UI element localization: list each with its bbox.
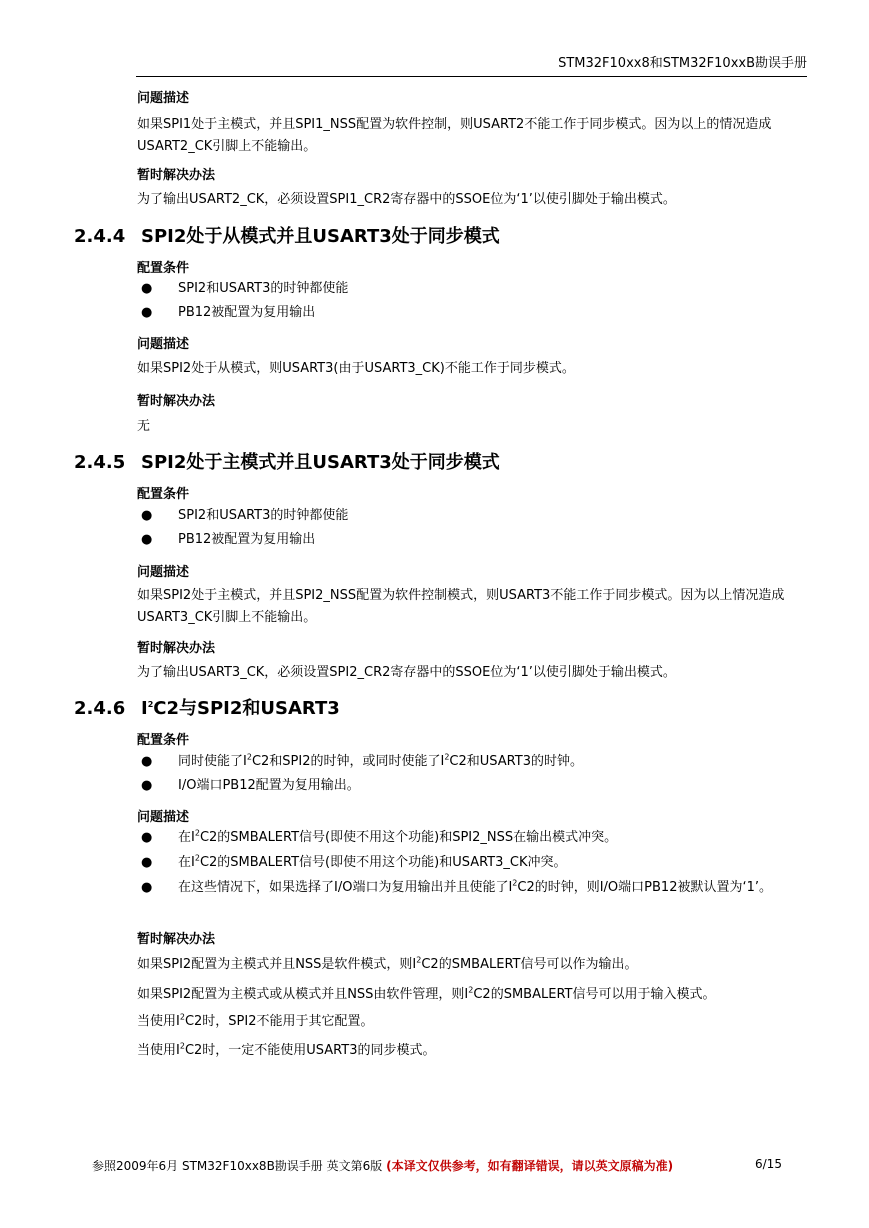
bullet-icon: ● (141, 281, 153, 296)
workaround-text: 无 (137, 419, 151, 434)
problem-label: 问题描述 (137, 91, 190, 106)
section-title: $I^2C2$与SPI2和USART3 (141, 698, 340, 719)
section-heading-2-4-6 (74, 694, 340, 720)
workaround-label: 暂时解决办法 (137, 394, 216, 409)
list-item-text: SPI2和USART3的时钟都使能 (178, 281, 349, 296)
list-item-text: SPI2和USART3的时钟都使能 (178, 508, 349, 523)
list-item (137, 751, 809, 772)
section-heading-2-4-5 (74, 448, 500, 474)
workaround-text: 当使用$I^2C2$时，SPI2不能用于其它配置。 (137, 1012, 374, 1029)
list-item-text: PB12被配置为复用输出 (178, 532, 316, 547)
list-item-text: I/O端口PB12配置为复用输出。 (178, 778, 360, 793)
workaround-text: 如果SPI2配置为主模式并且NSS是软件模式，则$I^2C2$的SMBALERT信号可以作为输出。 (137, 955, 638, 972)
list-item (137, 827, 809, 848)
list-item-text: 在$I^2C2$的SMBALERT信号(即使不用这个功能)和USART3_CK冲突。 (178, 853, 567, 870)
workaround-text: 当使用$I^2C2$时，一定不能使用USART3的同步模式。 (137, 1041, 436, 1058)
workaround-text: 为了输出USART2_CK，必须设置SPI1_CR2寄存器中的SSOE位为‘1’以使引脚处于输出模式。 (137, 192, 676, 207)
header-title: STM32F10xx8和STM32F10xxB勘误手册 (558, 56, 807, 71)
bullet-icon: ● (141, 830, 153, 845)
problem-label: 问题描述 (137, 810, 190, 825)
section-number: 2.4.4 (74, 226, 126, 247)
page-number: 6/15 (755, 1157, 782, 1171)
section-heading-2-4-4 (74, 222, 500, 248)
workaround-text: 如果SPI2配置为主模式或从模式并且NSS由软件管理，则$I^2C2$的SMBALERT信号可以用于输入模式。 (137, 985, 716, 1002)
problem-label: 问题描述 (137, 337, 190, 352)
bullet-icon: ● (141, 508, 153, 523)
list-item-text: 同时使能了$I^2C2$和SPI2的时钟，或同时使能了$I^2C2$和USART3的时钟。 (178, 752, 583, 769)
list-item-text: 在$I^2C2$的SMBALERT信号(即使不用这个功能)和SPI2_NSS在输出模式冲突。 (178, 828, 618, 845)
list-item-text: 在这些情况下，如果选择了I/O端口为复用输出并且使能了$I^2C2$的时钟，则I/O端口PB12被默认置为‘1’。 (178, 878, 773, 895)
page-footer (92, 1157, 792, 1174)
page-header (136, 54, 807, 77)
list-item-text: PB12被配置为复用输出 (178, 305, 316, 320)
problem-text: 如果SPI2处于主模式，并且SPI2_NSS配置为软件控制模式，则USART3不能工作于同步模式。因为以上情况造成USART3_CK引脚上不能输出。 (137, 588, 785, 625)
workaround-text: 为了输出USART3_CK，必须设置SPI2_CR2寄存器中的SSOE位为‘1’以使引脚处于输出模式。 (137, 665, 676, 680)
bullet-icon: ● (141, 305, 153, 320)
list-item (137, 302, 809, 323)
condition-label: 配置条件 (137, 261, 190, 276)
list-item (137, 852, 809, 873)
footer-reference: 参照2009年6月 STM32F10xx8B勘误手册 英文第6版 (92, 1159, 387, 1173)
condition-label: 配置条件 (137, 733, 190, 748)
list-item (137, 877, 809, 898)
workaround-label: 暂时解决办法 (137, 932, 216, 947)
footer-disclaimer: (本译文仅供参考，如有翻译错误，请以英文原稿为准) (386, 1159, 674, 1173)
bullet-icon: ● (141, 855, 153, 870)
problem-label: 问题描述 (137, 565, 190, 580)
section-title: SPI2处于从模式并且USART3处于同步模式 (141, 226, 500, 247)
list-item (137, 505, 809, 526)
section-number: 2.4.6 (74, 698, 126, 719)
problem-text: 如果SPI2处于从模式，则USART3(由于USART3_CK)不能工作于同步模式。 (137, 361, 575, 376)
list-item (137, 278, 809, 299)
bullet-icon: ● (141, 754, 153, 769)
workaround-label: 暂时解决办法 (137, 641, 216, 656)
workaround-label: 暂时解决办法 (137, 168, 216, 183)
condition-label: 配置条件 (137, 487, 190, 502)
bullet-icon: ● (141, 880, 153, 895)
problem-text: 如果SPI1处于主模式，并且SPI1_NSS配置为软件控制，则USART2不能工作于同步模式。因为以上的情况造成USART2_CK引脚上不能输出。 (137, 117, 772, 154)
bullet-icon: ● (141, 532, 153, 547)
list-item (137, 775, 809, 796)
list-item (137, 529, 809, 550)
bullet-icon: ● (141, 778, 153, 793)
section-title: SPI2处于主模式并且USART3处于同步模式 (141, 452, 500, 473)
section-number: 2.4.5 (74, 452, 126, 473)
